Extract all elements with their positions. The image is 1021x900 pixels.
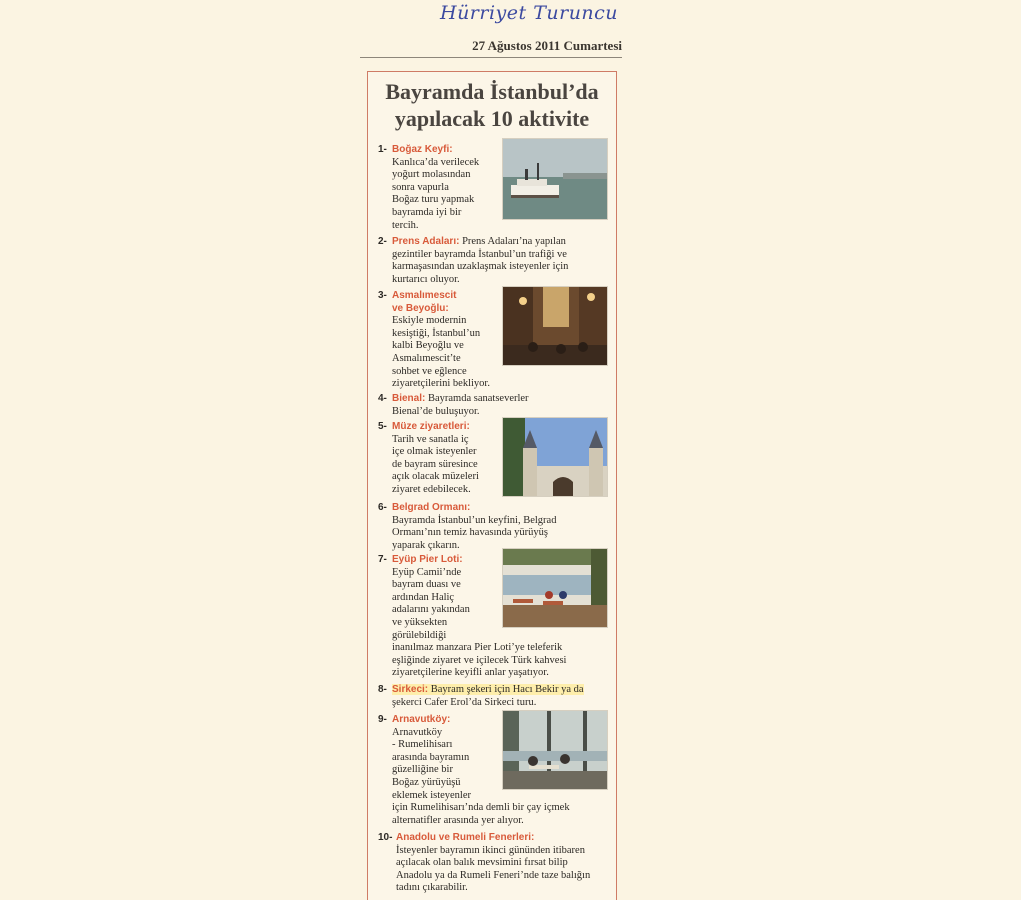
museum-gate-photo	[502, 417, 608, 497]
item-line: alternatifler arasında yer alıyor.	[392, 814, 524, 826]
headline	[374, 78, 610, 132]
item-number: 6-	[378, 502, 387, 513]
item-line: görülebildiği	[392, 629, 447, 641]
item-line: adalarını yakından	[392, 604, 470, 616]
item-line: Arnavutköy	[392, 726, 443, 738]
item-number: 3-	[378, 290, 387, 301]
item-number: 1-	[378, 144, 387, 155]
item-number: 4-	[378, 393, 387, 404]
item-line: yaparak çıkarın.	[392, 539, 460, 551]
item-title: Belgrad Ormanı:	[392, 502, 471, 513]
item-line: için Rumelihisarı’nda demli bir çay içmek	[392, 802, 570, 814]
item-line: ziyaret edebilecek.	[392, 483, 471, 495]
item-line: eşliğinde ziyaret ve içilecek Türk kahvesi	[392, 654, 567, 666]
item-line: içe olmak isteyenler	[392, 446, 477, 458]
item-line: Bienal’de buluşuyor.	[392, 405, 480, 417]
item-line: Eskiyle modernin	[392, 315, 467, 327]
item-title: Arnavutköy:	[392, 714, 451, 725]
list-item	[378, 554, 608, 684]
item-line: eklemek isteyenler	[392, 789, 472, 801]
item-line: şekerci Cafer Erol’da Sirkeci turu.	[392, 696, 537, 708]
item-line: karmaşasından uzaklaşmak isteyenler için	[392, 261, 569, 273]
newspaper-clipping	[367, 71, 617, 900]
item-title: Asmalımescit	[392, 290, 457, 301]
item-line: Eyüp Camii’nde	[392, 566, 462, 578]
item-title: Eyüp Pier Loti:	[392, 554, 463, 565]
item-title: Boğaz Keyfi:	[392, 144, 453, 155]
item-line: inanılmaz manzara Pier Loti’ye teleferik	[392, 642, 563, 654]
item-line: kurtarıcı oluyor.	[392, 273, 460, 285]
item-line: Bayramda sanatseverler	[427, 393, 529, 404]
item-title: Prens Adaları:	[392, 236, 460, 247]
item-title: Bienal:	[392, 393, 426, 404]
list-item	[378, 714, 608, 832]
list-item	[378, 144, 608, 236]
item-number: 5-	[378, 421, 387, 432]
item-line: bayramda iyi bir	[392, 206, 462, 218]
item-line: kesiştiği, İstanbul’un	[392, 327, 481, 339]
item-line: sonra vapurla	[392, 181, 449, 193]
list-item	[378, 236, 608, 290]
item-number: 8-	[378, 684, 387, 695]
item-line: açılacak olan balık mevsimini fırsat bilip	[396, 857, 568, 869]
item-line: Bayramda İstanbul’un keyfini, Belgrad	[392, 514, 557, 526]
item-title: Sirkeci:	[392, 684, 429, 695]
item-number: 2-	[378, 236, 387, 247]
item-line: Kanlıca’da verilecek	[392, 156, 480, 168]
item-line: Anadolu ya da Rumeli Feneri’nde taze balığın	[396, 869, 591, 881]
item-title: Müze ziyaretleri:	[392, 421, 470, 432]
headline-line-2: yapılacak 10 aktivite	[394, 106, 590, 131]
dateline: 27 Ağustos 2011 Cumartesi	[360, 38, 622, 58]
item-line: İsteyenler bayramın ikinci gününden itibaren	[396, 844, 585, 856]
item-number: 10-	[378, 832, 393, 843]
item-line: ziyaretçilerine keyifli anlar yaşatıyor.	[392, 667, 549, 679]
list-item	[378, 832, 608, 896]
item-line: Tarih ve sanatla iç	[392, 433, 469, 445]
item-line: gezintiler bayramda İstanbul’un trafiği ve	[392, 248, 567, 260]
list-item	[378, 290, 608, 393]
item-title: Anadolu ve Rumeli Fenerleri:	[396, 832, 535, 843]
headline-line-1: Bayramda İstanbul’da	[385, 79, 599, 104]
item-line: güzelliğine bir	[392, 764, 453, 776]
item-line: ziyaretçilerini bekliyor.	[392, 378, 490, 390]
item-line: ardından Haliç	[392, 591, 455, 603]
item-line: Bayram şekeri için Hacı Bekir ya da	[430, 684, 584, 695]
list-item	[378, 502, 608, 554]
item-line: tercih.	[392, 219, 419, 231]
item-number: 7-	[378, 554, 387, 565]
arnavutkoy-photo	[502, 710, 608, 790]
item-line: Prens Adaları’na yapılan	[462, 236, 566, 247]
activity-list	[368, 144, 616, 896]
item-line: Asmalımescit’te	[392, 352, 461, 364]
item-line: kalbi Beyoğlu ve	[392, 340, 464, 352]
item-line: ve yüksekten	[392, 616, 448, 628]
item-line: açık olacak müzeleri	[392, 471, 479, 483]
item-title-2: ve Beyoğlu:	[392, 302, 449, 314]
list-item	[378, 421, 608, 502]
item-line: yoğurt molasından	[392, 169, 471, 181]
item-number: 9-	[378, 714, 387, 725]
beyoglu-photo	[502, 286, 608, 366]
handwritten-note: Hürriyet Turuncu	[440, 2, 619, 24]
item-line: Boğaz turu yapmak	[392, 194, 475, 206]
item-line: arasında bayramın	[392, 751, 470, 763]
item-line: bayram duası ve	[392, 579, 461, 591]
ferry-photo	[502, 138, 608, 220]
item-line: tadını çıkarabilir.	[396, 882, 468, 894]
pier-loti-photo	[502, 548, 608, 628]
item-line: Boğaz yürüyüşü	[392, 776, 461, 788]
item-line: sohbet ve eğlence	[392, 365, 467, 377]
item-line: de bayram süresince	[392, 458, 478, 470]
item-line: Ormanı’nın temiz havasında yürüyüş	[392, 527, 549, 539]
item-line: - Rumelihisarı	[392, 739, 453, 751]
